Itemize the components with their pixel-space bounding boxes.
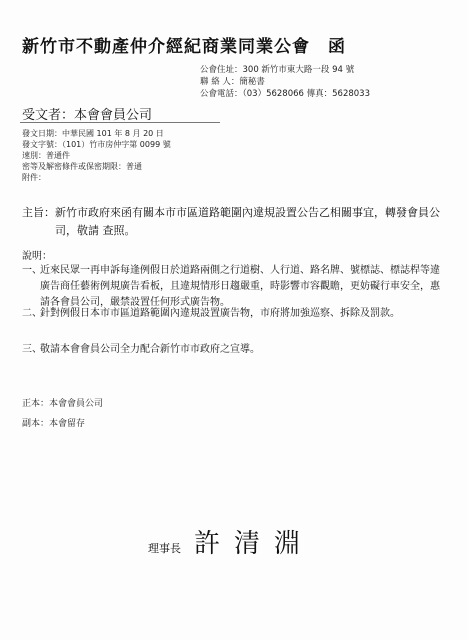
subject-label: 主旨： — [22, 206, 55, 219]
explanation-label: 說明： — [22, 251, 52, 262]
copy-recipients: 副本：本會留存 — [22, 419, 86, 429]
issue-date: 發文日期：中華民國 101 年 8 月 20 日 — [22, 129, 164, 138]
document-number: 發文字號：（101）竹市房仲字第 0099 號 — [22, 140, 171, 149]
organization-address: 公會住址：300 新竹市東大路一段 94 號 — [200, 65, 355, 75]
contact-person: 聯 絡 人：簡秘書 — [200, 77, 265, 87]
recipient-underline — [20, 122, 220, 123]
signatory-title: 理事長 — [148, 542, 181, 555]
item-number: 二、 — [22, 308, 42, 319]
subject-text: 新竹市政府來函有關本市市區道路範圍內違規設置公告乙相關事宜，轉發會員公司，敬請 查照。 — [55, 206, 440, 237]
document-type: 函 — [328, 37, 345, 57]
item-number: 三、 — [22, 344, 42, 355]
delivery-speed: 速別：普通件 — [22, 151, 70, 160]
item-text: 針對例假日本市市區道路範圍內違規設置廣告物，市府將加強巡察、拆除及罰款。 — [40, 308, 400, 319]
item-text: 敬請本會會員公司全力配合新竹市市政府之宣導。 — [40, 344, 260, 355]
phone-fax: 公會電話：（03）5628066 傳真：5628033 — [200, 89, 370, 99]
item-text: 近來民眾一再申訴每逢例假日於道路兩側之行道樹、人行道、路名牌、號標誌、標誌桿等違廣告商任藝術例規廣告看板，且違規情形日趨嚴重，時影響市容觀瞻，更妨礙行車安全，惠請各會員公司，嚴禁設置任何形式廣告物。 — [40, 265, 440, 308]
recipient-line: 受文者：本會會員公司 — [22, 108, 153, 123]
original-recipients: 正本：本會會員公司 — [22, 399, 104, 409]
organization-title: 新竹市不動產仲介經紀商業同業公會 — [22, 37, 310, 57]
security-level: 密等及解密條件或保密期限：普通 — [22, 162, 142, 171]
explanation-item — [22, 263, 442, 311]
subject-section — [22, 204, 442, 240]
explanation-item — [22, 306, 442, 322]
item-number: 一、 — [22, 265, 42, 276]
signatory-name: 許清淵 — [194, 529, 315, 559]
document-header — [22, 32, 345, 57]
attachment-line: 附件： — [22, 173, 46, 182]
explanation-item — [22, 342, 442, 358]
